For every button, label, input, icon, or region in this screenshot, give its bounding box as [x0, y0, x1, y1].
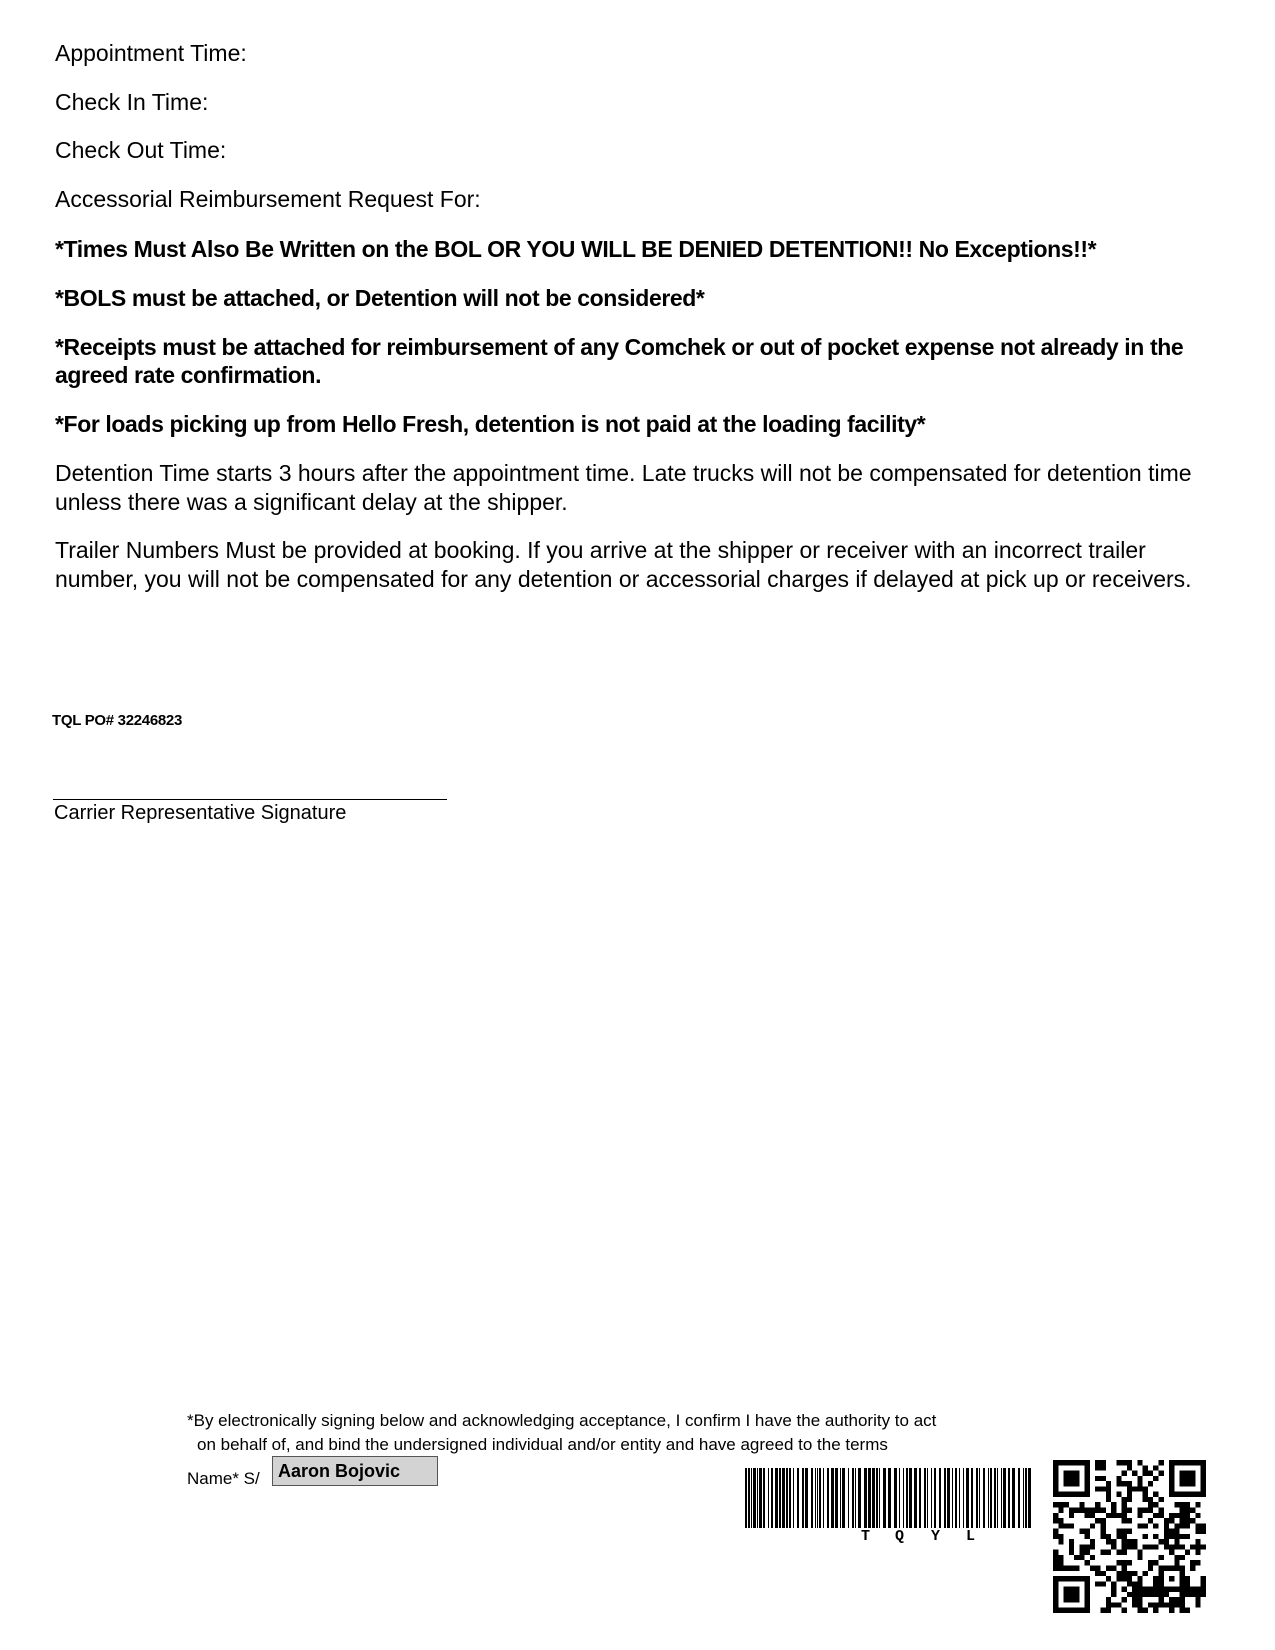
- check-out-time-label: Check Out Time:: [55, 137, 227, 163]
- signature-line: [53, 799, 447, 800]
- bols-notice: *BOLS must be attached, or Detention will not be considered*: [55, 285, 705, 311]
- signature-label: Carrier Representative Signature: [54, 802, 347, 824]
- name-label: Name* S/: [187, 1469, 260, 1488]
- esign-line-2: on behalf of, and bind the undersigned individual and/or entity and have agreed to the terms: [197, 1435, 888, 1454]
- appointment-time-label: Appointment Time:: [55, 40, 247, 66]
- qr-code-image: [1053, 1460, 1206, 1613]
- barcode-image: [745, 1468, 1032, 1528]
- esign-line-1: *By electronically signing below and acknowledging acceptance, I confirm I have the authority to act: [187, 1411, 937, 1430]
- check-in-time-label: Check In Time:: [55, 89, 209, 115]
- trailer-paragraph: Trailer Numbers Must be provided at booking. If you arrive at the shipper or receiver with an incorrect trailer number, you will not be compensated for any detention or accessorial charges if delayed at pick up or receivers.: [55, 537, 1192, 592]
- esign-disclaimer: [187, 1409, 936, 1457]
- receipts-notice: *Receipts must be attached for reimbursement of any Comchek or out of pocket expense not already in the agreed rate confirmation.: [55, 334, 1184, 388]
- barcode-char: T: [861, 1528, 871, 1545]
- detention-paragraph: Detention Time starts 3 hours after the appointment time. Late trucks will not be compensated for detention time unless there was a significant delay at the shipper.: [55, 460, 1192, 515]
- hello-fresh-notice: *For loads picking up from Hello Fresh, detention is not paid at the loading facility*: [55, 411, 926, 437]
- name-field[interactable]: Aaron Bojovic: [272, 1456, 438, 1486]
- accessorial-request-label: Accessorial Reimbursement Request For:: [55, 186, 481, 212]
- po-number: TQL PO# 32246823: [52, 712, 183, 729]
- barcode-char: Y: [931, 1528, 941, 1545]
- barcode-char: Q: [895, 1528, 905, 1545]
- times-bol-notice: *Times Must Also Be Written on the BOL OR YOU WILL BE DENIED DETENTION!! No Exceptions!!*: [55, 236, 1097, 262]
- barcode-char: L: [966, 1528, 976, 1545]
